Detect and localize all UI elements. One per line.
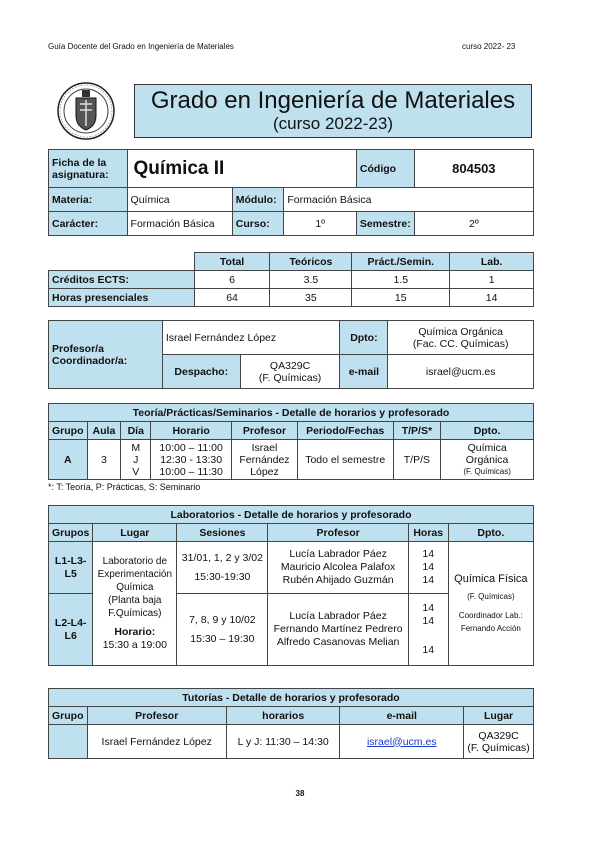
type-legend-note: *: T: Teoría, P: Prácticas, S: Seminario <box>48 482 201 492</box>
day: V <box>132 465 140 478</box>
theory-header: Horario <box>151 422 232 440</box>
semestre-value: 2º <box>414 212 533 236</box>
despacho-label: Despacho: <box>162 355 240 389</box>
credits-cell: 35 <box>270 289 352 307</box>
dpto-line: (Fac. CC. Químicas) <box>412 337 509 350</box>
place-line: Química <box>116 582 154 593</box>
session-line: 31/01, 1, 2 y 3/02 <box>181 551 263 564</box>
time-slot: 10:00 – 11:00 <box>159 441 223 454</box>
credits-row-label: Horas presenciales <box>49 289 195 307</box>
credits-header: Lab. <box>450 253 534 271</box>
credits-cell: 1.5 <box>352 271 450 289</box>
theory-schedule-table <box>48 403 534 480</box>
place-line: (Planta baja <box>108 595 162 606</box>
subject-name: Química II <box>127 150 356 188</box>
subject-code: 804503 <box>414 150 533 188</box>
lab-teachers <box>268 594 408 666</box>
theory-days <box>121 440 151 480</box>
theory-teacher <box>232 440 298 480</box>
place-line: F.Químicas) <box>108 608 162 619</box>
hours-line: 14 <box>422 548 435 560</box>
day: M <box>131 441 141 454</box>
teacher-line: Mauricio Alcolea Palafox <box>280 561 396 573</box>
theory-dpto <box>441 440 534 480</box>
labs-header: Profesor <box>268 524 408 542</box>
credits-cell: 6 <box>194 271 270 289</box>
materia-label: Materia: <box>49 188 128 212</box>
caracter-label: Carácter: <box>49 212 128 236</box>
hours-line: 14 <box>422 644 435 656</box>
credits-header: Práct./Semin. <box>352 253 450 271</box>
lab-sessions <box>177 594 268 666</box>
credits-cell: 64 <box>194 289 270 307</box>
credits-cell: 1 <box>450 271 534 289</box>
lab-teachers <box>268 542 408 594</box>
tutoring-hours: L y J: 11:30 – 14:30 <box>226 725 340 759</box>
curso-label: Curso: <box>232 212 284 236</box>
place-line: Laboratorio de <box>102 556 168 567</box>
labs-title: Laboratorios - Detalle de horarios y profesorado <box>49 506 534 524</box>
theory-header: Dpto. <box>441 422 534 440</box>
teacher-line: Alfredo Casanovas Melian <box>276 636 400 648</box>
theory-header: T/P/S* <box>393 422 441 440</box>
theory-period: Todo el semestre <box>297 440 393 480</box>
dpto-line: Química Física <box>454 572 528 585</box>
tutoring-email-cell <box>340 725 464 759</box>
theory-hours <box>151 440 232 480</box>
dpto-line: Química <box>467 441 507 454</box>
credits-corner <box>49 253 195 271</box>
lab-hours <box>408 542 448 594</box>
theory-header: Periodo/Fechas <box>297 422 393 440</box>
tutoring-header: Grupo <box>49 707 88 725</box>
labs-header: Lugar <box>93 524 177 542</box>
lab-dpto <box>448 542 533 666</box>
teacher-line: Fernández <box>239 453 290 466</box>
teacher-line: Lucía Labrador Páez <box>289 610 387 622</box>
teacher-line: Lucía Labrador Páez <box>289 548 387 560</box>
tutoring-header: e-mail <box>340 707 464 725</box>
tutoring-email-link[interactable]: israel@ucm.es <box>366 735 437 748</box>
labs-header: Sesiones <box>177 524 268 542</box>
curso-value: 1º <box>284 212 357 236</box>
tutoring-place <box>464 725 534 759</box>
hours-line: 14 <box>422 574 435 586</box>
coordinator-name: Israel Fernández López <box>162 321 340 355</box>
dpto-line: (F. Químicas) <box>467 591 515 601</box>
semestre-label: Semestre: <box>356 212 414 236</box>
credits-row-label: Créditos ECTS: <box>49 271 195 289</box>
tutoring-table <box>48 688 534 759</box>
ficha-table <box>48 149 534 236</box>
session-line: 7, 8, 9 y 10/02 <box>189 613 256 626</box>
tutoring-teacher: Israel Fernández López <box>87 725 226 759</box>
theory-header: Profesor <box>232 422 298 440</box>
place-line: Experimentación <box>97 569 173 580</box>
coordinator-table <box>48 320 534 389</box>
theory-title: Teoría/Prácticas/Seminarios - Detalle de horarios y profesorado <box>49 404 534 422</box>
lab-place <box>93 542 177 666</box>
labs-header: Horas <box>408 524 448 542</box>
labs-header: Dpto. <box>448 524 533 542</box>
theory-group: A <box>49 440 88 480</box>
office-line: QA329C <box>269 359 311 372</box>
tutoring-header: Profesor <box>87 707 226 725</box>
lab-schedule: 15:30 a 19:00 <box>102 639 167 651</box>
teacher-line: Israel <box>251 441 278 454</box>
document-header-course: curso 2022- 23 <box>462 42 516 51</box>
credits-cell: 3.5 <box>270 271 352 289</box>
tutoring-header: horarios <box>226 707 340 725</box>
hours-line: 14 <box>422 615 435 627</box>
coordinator-label: Profesor/a Coordinador/a: <box>49 321 163 389</box>
coordinator-dpto <box>388 321 534 355</box>
dpto-line: Orgánica <box>465 453 509 466</box>
codigo-label: Código <box>356 150 414 188</box>
modulo-value: Formación Básica <box>284 188 534 212</box>
session-line: 15:30 – 19:30 <box>190 632 255 645</box>
dpto-label: Dpto: <box>340 321 388 355</box>
time-slot: 12:30 - 13:30 <box>160 453 223 466</box>
teacher-line: López <box>250 465 279 478</box>
lab-sessions <box>177 542 268 594</box>
coordinator-office <box>240 355 340 389</box>
dpto-line: Fernando Acción <box>460 623 521 633</box>
modulo-label: Módulo: <box>232 188 284 212</box>
credits-header: Teóricos <box>270 253 352 271</box>
credits-cell: 14 <box>450 289 534 307</box>
theory-header: Aula <box>87 422 121 440</box>
credits-cell: 15 <box>352 289 450 307</box>
materia-value: Química <box>127 188 232 212</box>
place-line: (F. Químicas) <box>467 741 530 754</box>
tutoring-title: Tutorías - Detalle de horarios y profesorado <box>49 689 534 707</box>
credits-header: Total <box>194 253 270 271</box>
document-header-title: Guía Docente del Grado en Ingeniería de Materiales <box>48 42 234 51</box>
title-box <box>134 84 532 138</box>
page-subtitle: (curso 2022-23) <box>272 114 393 133</box>
labs-schedule-table <box>48 505 534 666</box>
place-line: QA329C <box>478 729 519 742</box>
page-number: 38 <box>295 789 305 798</box>
lab-group: L1-L3-L5 <box>49 542 93 594</box>
tutoring-header: Lugar <box>464 707 534 725</box>
coordinator-email: israel@ucm.es <box>388 355 534 389</box>
email-label: e-mail <box>340 355 388 389</box>
lab-schedule-label: Horario: <box>114 626 156 638</box>
tutoring-group <box>49 725 88 759</box>
theory-header: Grupo <box>49 422 88 440</box>
page-title: Grado en Ingeniería de Materiales <box>150 87 516 114</box>
time-slot: 10:00 – 11:30 <box>159 465 223 478</box>
labs-header: Grupos <box>49 524 93 542</box>
lab-hours <box>408 594 448 666</box>
hours-line: 14 <box>422 561 435 573</box>
ficha-label: Ficha de la asignatura: <box>49 150 128 188</box>
university-seal-icon <box>56 80 116 142</box>
caracter-value: Formación Básica <box>127 212 232 236</box>
theory-type: T/P/S <box>393 440 441 480</box>
credits-table <box>48 252 534 307</box>
teacher-line: Fernando Martínez Pedrero <box>273 623 403 635</box>
theory-header: Día <box>121 422 151 440</box>
dpto-line: Química Orgánica <box>418 325 503 338</box>
lab-group: L2-L4-L6 <box>49 594 93 666</box>
dpto-line: (F. Químicas) <box>463 466 511 476</box>
hours-line: 14 <box>422 602 435 614</box>
teacher-line: Rubén Ahijado Guzmán <box>282 574 394 586</box>
day: J <box>133 453 139 466</box>
theory-room: 3 <box>87 440 121 480</box>
session-line: 15:30-19:30 <box>194 570 251 583</box>
dpto-line: Coordinador Lab.: <box>458 610 523 620</box>
office-line: (F. Químicas) <box>258 371 322 384</box>
